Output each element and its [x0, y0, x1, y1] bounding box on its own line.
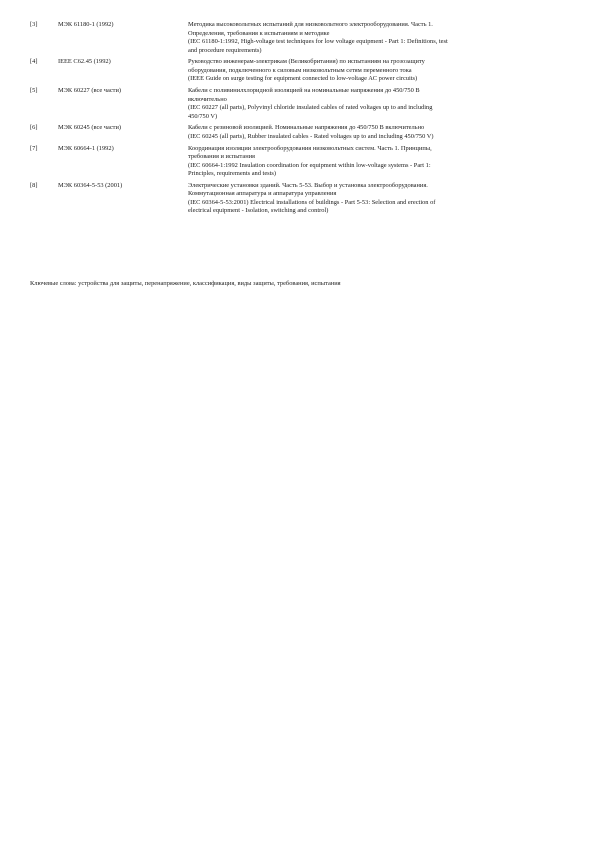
- reference-line: Методика высоковольтных испытаний для низковольтного электрооборудования. Часть 1.: [188, 21, 433, 28]
- reference-number: [6]: [30, 124, 38, 132]
- reference-line: (IEC 60664-1:1992 Insulation coordination for equipment within low-voltage systems - Part 1:: [188, 161, 431, 169]
- reference-line: Электрические установки зданий. Часть 5-53. Выбор и установка электрооборудования.: [188, 181, 428, 189]
- reference-line: (IEEE Guide on surge testing for equipment connected to low-voltage AC power circuits): [188, 75, 418, 83]
- reference-item: [30, 124, 550, 141]
- reference-line: and procedure requirements): [188, 46, 262, 54]
- reference-item: [30, 87, 550, 121]
- reference-item: [30, 182, 550, 216]
- reference-text: [188, 182, 548, 216]
- reference-line: Коммутационная аппаратура и аппаратура управления: [188, 190, 337, 198]
- reference-number: [4]: [30, 58, 38, 66]
- reference-text: [188, 145, 548, 179]
- reference-item: [30, 145, 550, 179]
- reference-line: Координация изоляции электрооборудования низковольтных систем. Часть 1. Принципы,: [188, 144, 432, 152]
- reference-number: [7]: [30, 144, 38, 152]
- reference-item: [30, 21, 550, 55]
- reference-line: Кабели с резиновой изоляцией. Номинальные напряжения до 450/750 В включительно: [188, 124, 425, 132]
- reference-code: МЭК 60245 (все части): [58, 124, 122, 132]
- reference-line: Кабели с поливинилхлоридной изоляцией на номинальные напряжения до 450/750 В: [188, 87, 420, 95]
- reference-code: IEEE C62.45 (1992): [58, 58, 111, 66]
- reference-code: МЭК 61180-1 (1992): [58, 21, 114, 28]
- reference-line: 450/750 V): [188, 112, 218, 120]
- reference-text: [188, 87, 548, 121]
- reference-code: МЭК 60227 (все части): [58, 87, 122, 95]
- reference-text: [188, 58, 548, 84]
- reference-line: electrical equipment - Isolation, switching and control): [188, 207, 329, 215]
- reference-code: МЭК 60364-5-53 (2001): [58, 181, 123, 189]
- reference-code: МЭК 60664-1 (1992): [58, 144, 114, 152]
- reference-line: Руководство инженерам-электрикам (Великобритания) по испытаниям на грозозащиту: [188, 58, 425, 66]
- reference-line: требования и испытания: [188, 153, 255, 161]
- reference-number: [3]: [30, 21, 38, 28]
- reference-line: оборудования, подключенного к силовым низковольтным сетям переменного тока: [188, 66, 412, 74]
- reference-line: (IEC 60227 (all parts), Polyvinyl chloride insulated cables of rated voltages up to and including: [188, 104, 433, 112]
- reference-line: (IEC 61180-1:1992, High-voltage test techniques for low voltage equipment - Part 1: Definitions, test: [188, 38, 448, 45]
- reference-line: включительно: [188, 95, 227, 103]
- reference-number: [8]: [30, 181, 38, 189]
- reference-item: [30, 58, 550, 84]
- reference-text: [188, 21, 548, 55]
- bibliography-list: [30, 21, 550, 216]
- keywords-line: Ключевые слова: устройства для защиты, перенапряжение, классификация, виды защиты, требования, испытания: [30, 280, 341, 287]
- reference-text: [188, 124, 548, 141]
- reference-line: (IEC 60364-5-53:2001) Electrical installations of buildings - Part 5-53: Selection and erection of: [188, 198, 436, 206]
- reference-line: Principles, requirements and tests): [188, 170, 277, 178]
- reference-line: Определения, требования к испытаниям и методике: [188, 29, 330, 37]
- reference-number: [5]: [30, 87, 38, 95]
- reference-line: (IEC 60245 (all parts), Rubber insulated cables - Rated voltages up to and including 450/750 V): [188, 132, 434, 140]
